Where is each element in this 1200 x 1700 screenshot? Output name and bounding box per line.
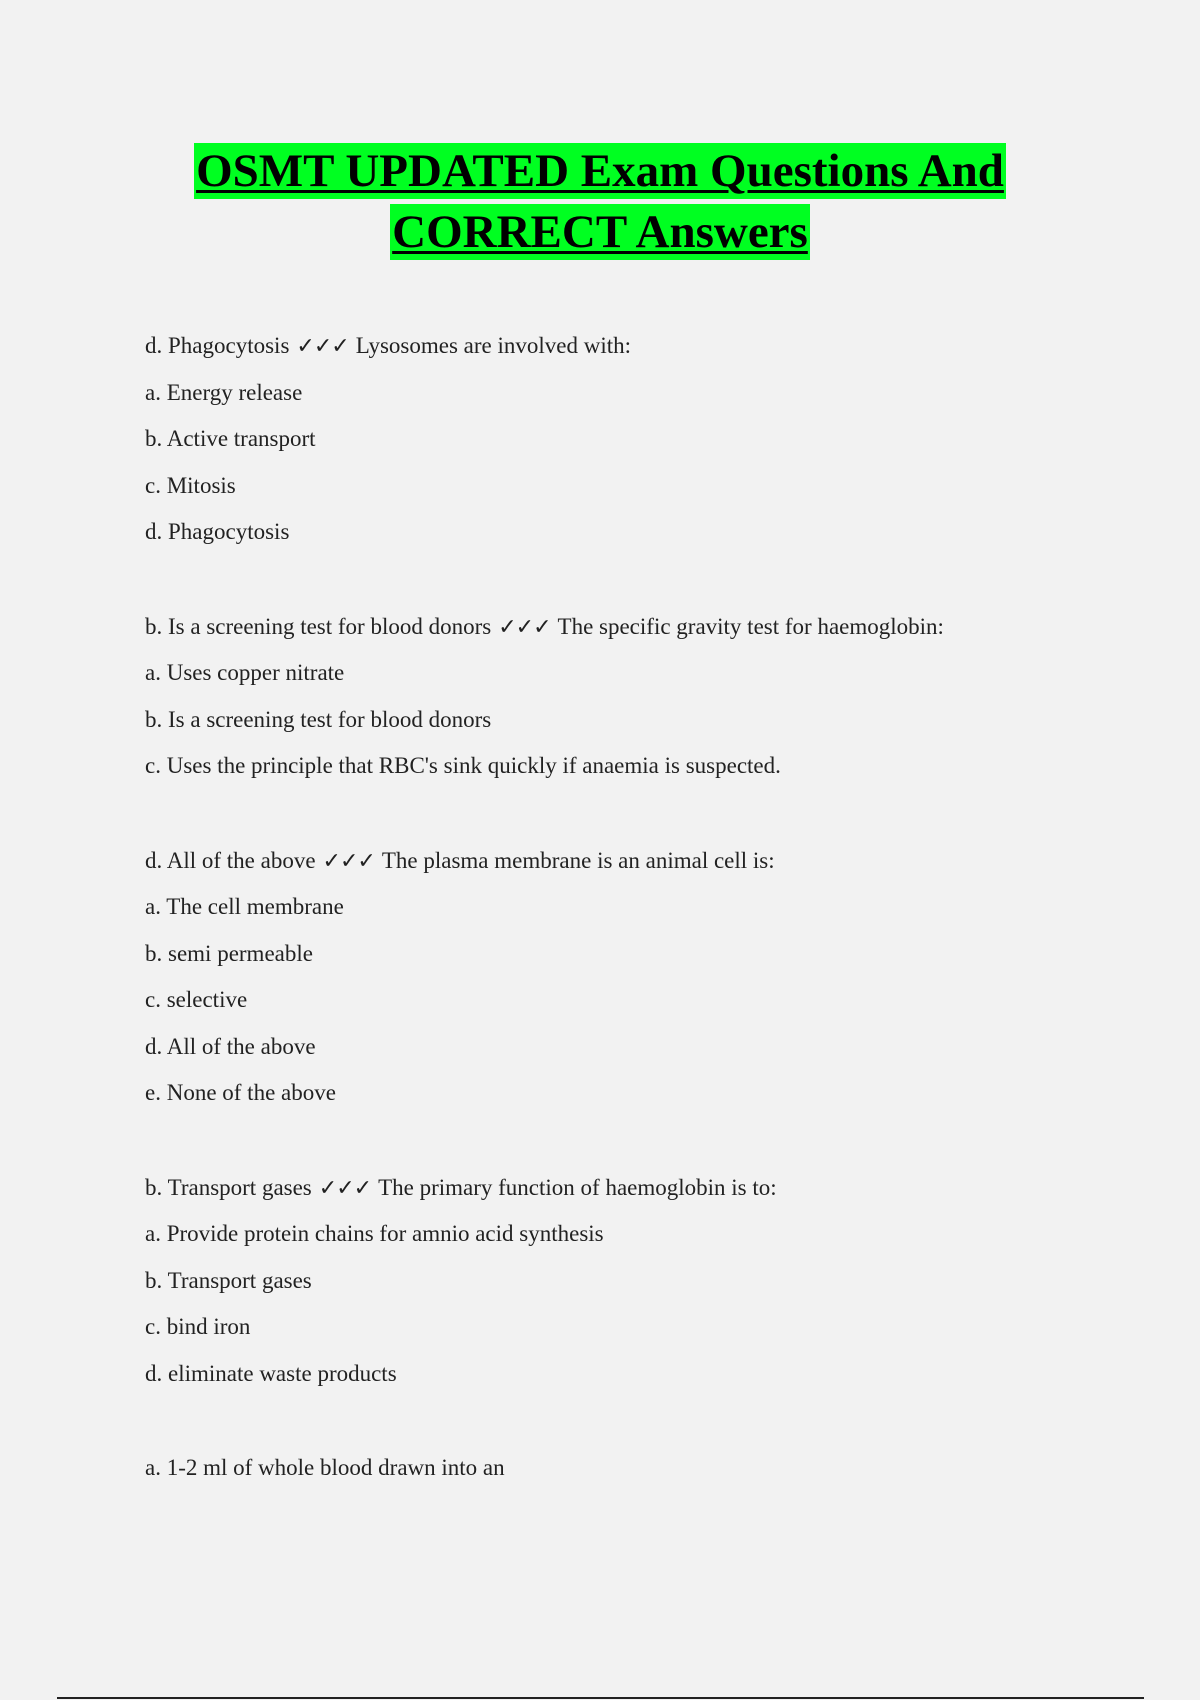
option-item: d. eliminate waste products xyxy=(145,1360,397,1386)
trailing-text: a. 1-2 ml of whole blood drawn into an xyxy=(145,1455,505,1480)
check-mark-icon: ✓✓✓ xyxy=(296,334,349,359)
option-item: a. The cell membrane xyxy=(145,894,344,919)
check-mark-icon: ✓✓✓ xyxy=(498,614,551,640)
option-item: b. semi permeable xyxy=(145,940,313,966)
option-item: c. Mitosis xyxy=(145,472,236,498)
option-item: c. selective xyxy=(145,987,248,1012)
document-title xyxy=(0,143,1200,265)
question-text: The specific gravity test for haemoglobin: xyxy=(557,613,944,639)
spacer xyxy=(145,562,1145,610)
option-item: d. Phagocytosis xyxy=(145,519,290,544)
answer-text: b. Transport gases xyxy=(145,1174,312,1200)
document-body xyxy=(145,329,1145,1498)
title-line-2: CORRECT Answers xyxy=(392,206,808,258)
option-item: c. bind iron xyxy=(145,1314,251,1339)
option-item: b. Is a screening test for blood donors xyxy=(145,706,492,732)
question-text: Lysosomes are involved with: xyxy=(355,333,632,358)
option-item: a. Energy release xyxy=(145,379,303,405)
spacer xyxy=(145,1123,1145,1171)
question-text: The plasma membrane is an animal cell is: xyxy=(381,847,775,873)
option-item: a. Uses copper nitrate xyxy=(145,660,345,685)
check-mark-icon: ✓✓✓ xyxy=(318,1175,372,1201)
question-header xyxy=(145,329,1145,376)
answer-text: d. All of the above xyxy=(145,847,316,873)
option-item: d. All of the above xyxy=(145,1033,316,1059)
question-header xyxy=(145,844,1145,891)
option-item: b. Active transport xyxy=(145,426,316,451)
check-mark-icon: ✓✓✓ xyxy=(322,848,375,874)
option-item: b. Transport gases xyxy=(145,1267,312,1293)
title-line-1: OSMT UPDATED Exam Questions And xyxy=(196,145,1004,197)
option-item: c. Uses the principle that RBC's sink quickly if anaemia is suspected. xyxy=(145,753,781,778)
spacer xyxy=(145,796,1145,844)
question-text: The primary function of haemoglobin is to: xyxy=(378,1174,777,1200)
spacer xyxy=(145,1403,1145,1451)
answer-text: d. Phagocytosis xyxy=(145,333,290,358)
question-header xyxy=(145,1171,1145,1218)
question-header xyxy=(145,610,1145,657)
option-item: e. None of the above xyxy=(145,1080,336,1105)
answer-text: b. Is a screening test for blood donors xyxy=(145,613,492,639)
footer-divider xyxy=(57,1697,1144,1699)
option-item: a. Provide protein chains for amnio acid synthesis xyxy=(145,1221,604,1246)
